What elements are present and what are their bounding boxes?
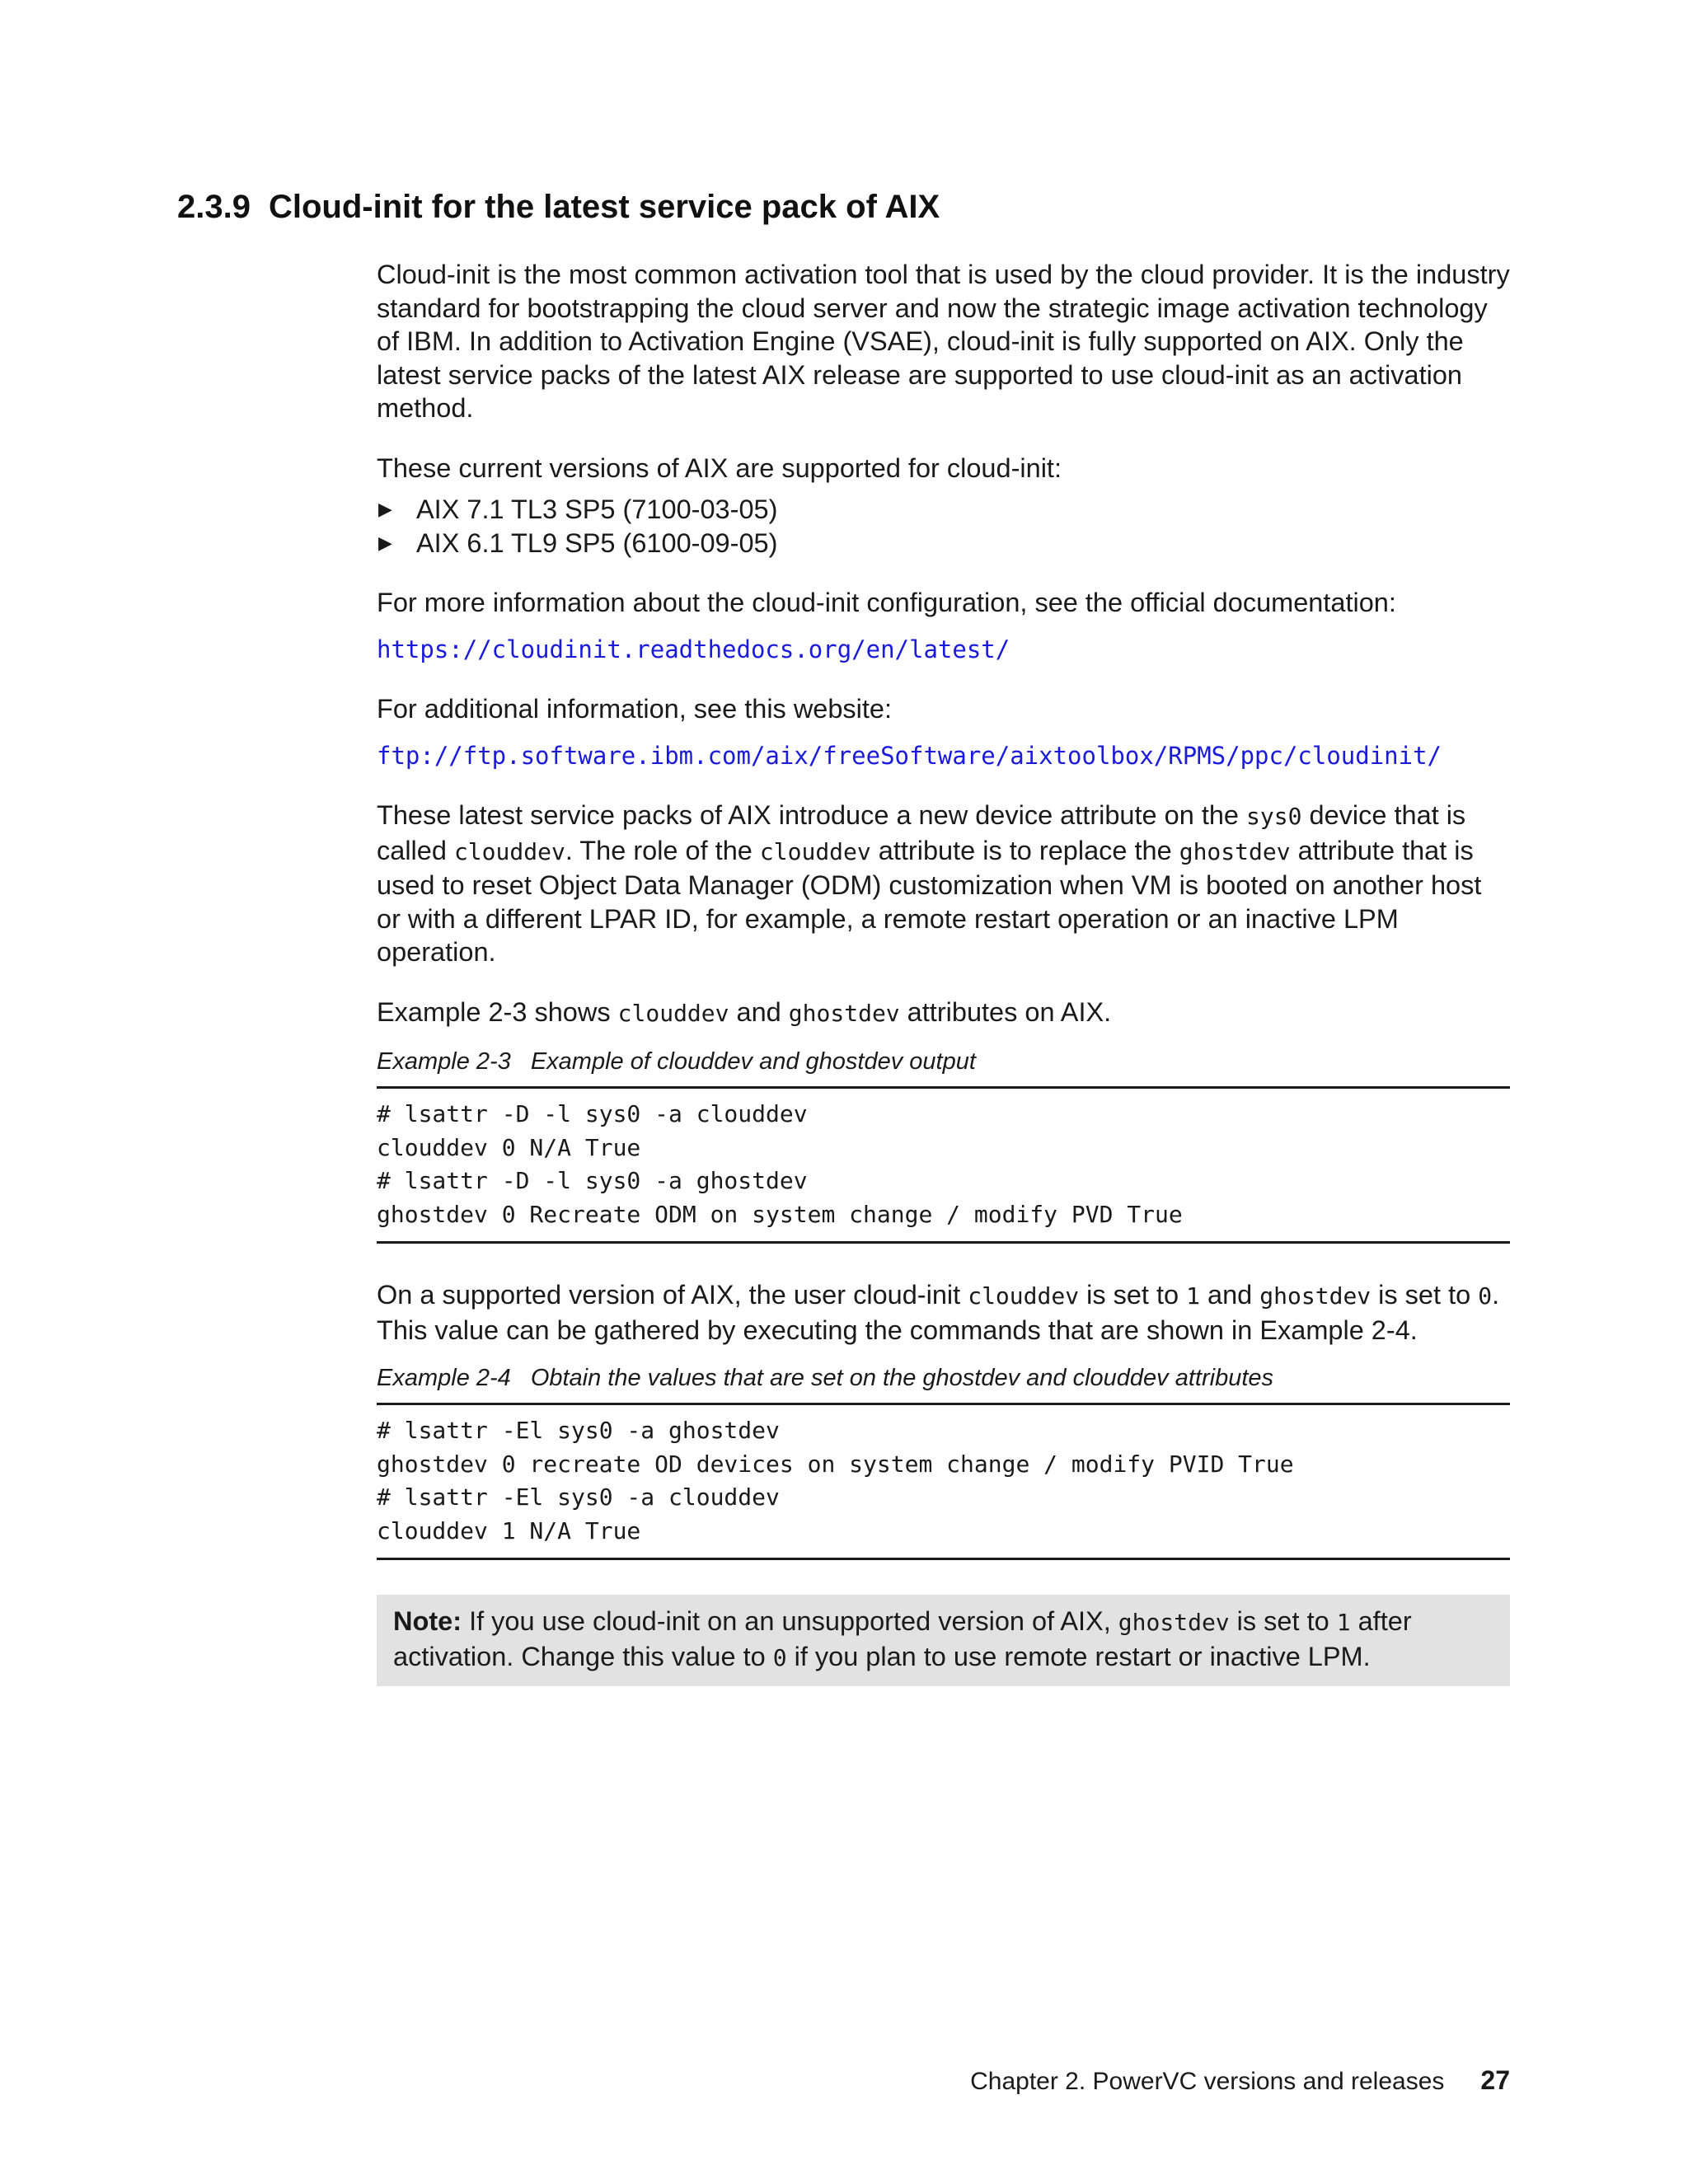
text-run: and	[729, 996, 789, 1027]
text-run: These latest service packs of AIX introduce a new device attribute on the	[377, 800, 1247, 830]
bullet-triangle-icon: ▶	[378, 532, 392, 553]
code-term: ghostdev	[1179, 837, 1291, 865]
text-run: attribute that is used to reset Object Data Manager (ODM) customization when VM is booted on another host or with a different LPAR ID, for example, a remote restart operation or an inactive LPM operation.	[377, 835, 1482, 967]
code-line: ghostdev 0 recreate OD devices on system change / modify PVID True	[377, 1450, 1294, 1478]
list-item-text: AIX 6.1 TL9 SP5 (6100-09-05)	[416, 527, 778, 558]
code-term: ghostdev	[1259, 1282, 1372, 1310]
ibm-ftp-link[interactable]: ftp://ftp.software.ibm.com/aix/freeSoftware/aixtoolbox/RPMS/ppc/cloudinit/	[377, 741, 1442, 770]
text-run: . The role of the	[565, 835, 760, 865]
code-term: clouddev	[453, 837, 565, 865]
doc-info-paragraph: For more information about the cloud-init configuration, see the official documentation:	[377, 588, 1396, 617]
example-caption	[377, 1047, 1510, 1076]
text-run: device that is called	[377, 800, 1466, 865]
bullet-triangle-icon: ▶	[378, 499, 392, 519]
additional-info-paragraph: For additional information, see this website:	[377, 694, 893, 724]
code-term: 0	[772, 1643, 787, 1671]
code-term: clouddev	[617, 999, 729, 1027]
code-line: # lsattr -El sys0 -a ghostdev	[377, 1417, 780, 1444]
list-item	[377, 527, 1510, 560]
code-term: clouddev	[968, 1282, 1080, 1310]
code-term: 1	[1186, 1282, 1200, 1310]
note-label: Note:	[393, 1606, 462, 1636]
code-block	[377, 1403, 1510, 1560]
example-reference-paragraph	[377, 996, 1510, 1031]
text-run: after activation. Change this value to	[393, 1606, 1412, 1671]
section-title: Cloud-init for the latest service pack of AIX	[268, 189, 940, 225]
section-number: 2.3.9	[177, 189, 251, 225]
text-run: is set to	[1079, 1280, 1187, 1310]
text-run: attribute is to replace the	[870, 835, 1179, 865]
page-number: 27	[1480, 2065, 1510, 2095]
example-label: Example 2-4	[377, 1365, 511, 1391]
versions-list	[377, 493, 1510, 560]
note-box	[377, 1595, 1510, 1686]
chapter-title: Chapter 2. PowerVC versions and releases	[970, 2068, 1445, 2095]
list-item-text: AIX 7.1 TL3 SP5 (7100-03-05)	[416, 494, 778, 524]
text-run: if you plan to use remote restart or inactive LPM.	[786, 1641, 1371, 1671]
code-term: clouddev	[759, 837, 871, 865]
section-heading	[177, 185, 940, 228]
example-title: Obtain the values that are set on the ghostdev and clouddev attributes	[530, 1365, 1274, 1391]
example-caption	[377, 1363, 1510, 1393]
code-block	[377, 1086, 1510, 1244]
code-line: clouddev 0 N/A True	[377, 1133, 641, 1161]
code-line: # lsattr -El sys0 -a clouddev	[377, 1483, 780, 1511]
text-run: . This value can be gathered by executing the commands that are shown in Example 2-4.	[377, 1280, 1500, 1345]
code-line: ghostdev 0 Recreate ODM on system change / modify PVD True	[377, 1200, 1183, 1228]
versions-intro: These current versions of AIX are supported for cloud-init:	[377, 452, 1062, 483]
text-run: is set to	[1229, 1606, 1337, 1636]
text-run: and	[1200, 1280, 1260, 1310]
page-footer	[970, 2065, 1510, 2096]
code-line: # lsattr -D -l sys0 -a clouddev	[377, 1100, 808, 1127]
code-term: ghostdev	[1118, 1609, 1230, 1636]
cloudinit-docs-link[interactable]: https://cloudinit.readthedocs.org/en/latest/	[377, 635, 1010, 663]
code-term: 0	[1478, 1282, 1493, 1310]
code-term: ghostdev	[788, 999, 900, 1027]
text-run: attributes on AIX.	[899, 996, 1112, 1027]
text-run: Example 2-3 shows	[377, 996, 618, 1027]
list-item	[377, 493, 1510, 527]
code-line: clouddev 1 N/A True	[377, 1516, 641, 1544]
code-term: sys0	[1246, 803, 1302, 830]
example-title: Example of clouddev and ghostdev output	[530, 1048, 976, 1075]
text-run: If you use cloud-init on an unsupported version of AIX,	[462, 1606, 1118, 1636]
code-term: 1	[1336, 1609, 1351, 1636]
code-line: # lsattr -D -l sys0 -a ghostdev	[377, 1167, 808, 1194]
supported-version-paragraph	[377, 1278, 1510, 1347]
intro-paragraph: Cloud-init is the most common activation tool that is used by the cloud provider. It is the industry standard for bootstrapping the cloud server and now the strategic image activation technology of IBM. In addition to Activation Engine (VSAE), cloud-init is fully supported on AIX. Only the latest service packs of the latest AIX release are supported to use cloud-init as an activation method.	[377, 260, 1510, 423]
section-body	[377, 258, 1510, 1686]
attribute-paragraph	[377, 799, 1510, 969]
example-label: Example 2-3	[377, 1048, 511, 1075]
text-run: On a supported version of AIX, the user cloud-init	[377, 1280, 968, 1310]
text-run: is set to	[1371, 1280, 1479, 1310]
